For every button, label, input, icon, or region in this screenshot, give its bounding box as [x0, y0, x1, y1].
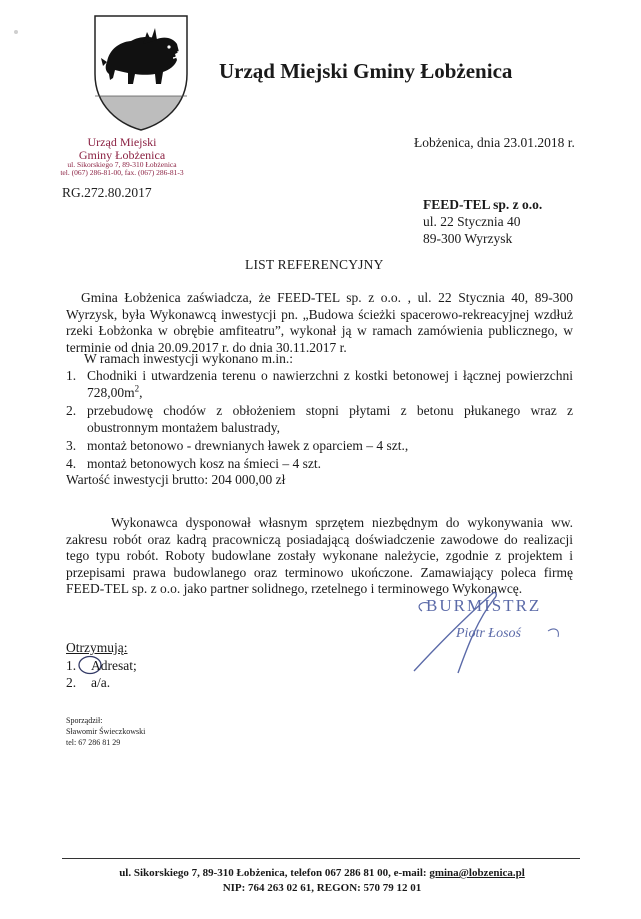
stamp-line-3: ul. Sikorskiego 7, 89-310 Łobżenica — [67, 160, 177, 170]
list-number: 1. — [66, 658, 77, 673]
boar-shield-icon — [93, 14, 189, 132]
recommendation-paragraph: Wykonawca dysponował własnym sprzętem niezbędnym do wykonywania ww. zakresu robót oraz kadrą pracowniczą posiadającą doświadczenie zawodowe do realizacji tego typu robót. Roboty budowlane zostały wykonane należycie, zgodnie z projektem i przepisami prawa budowlanego oraz terminowo ukończone. Zamawiający poleca firmę FEED-TEL sp. z o.o. jako partner solidnego, rzetelnego i terminowego Wykonawcę. — [66, 515, 573, 596]
footer-address-line — [62, 866, 582, 881]
footer-email-link[interactable]: gmina@lobzenica.pl — [429, 867, 525, 879]
recipients-label: Otrzymują: — [66, 640, 128, 655]
recipient-address — [423, 196, 542, 247]
footer — [62, 866, 582, 896]
list-item — [66, 367, 573, 401]
list-text: a/a. — [91, 675, 111, 690]
prepared-by — [66, 715, 145, 748]
recipient-name: FEED-TEL sp. z o.o. — [423, 197, 543, 212]
list-item — [66, 674, 137, 691]
intro-paragraph: Gmina Łobżenica zaświadcza, że FEED-TEL sp. z o.o. , ul. 22 Stycznia 40, 89-300 Wyrzysk, była Wykonawcą inwestycji pn. „Budowa ścieżki spacerowo-rekreacyjnej wzdłuż rzeki Łobżonka w obrębie amfiteatru”, wykonał ją w ramach zamówienia publicznego, w terminie od dnia 20.09.2017 r. do dnia 30.11.2017 r. — [66, 290, 573, 355]
scope-intro: W ramach inwestycji wykonano m.in.: — [84, 351, 293, 366]
list-number: 1. — [66, 368, 77, 383]
list-tail: , — [139, 385, 143, 400]
list-number: 4. — [66, 456, 77, 471]
signature-title: BURMISTRZ — [426, 596, 542, 615]
list-number: 2. — [66, 675, 77, 690]
reference-number: RG.272.80.2017 — [62, 185, 152, 200]
investment-value: Wartość inwestycji brutto: 204 000,00 zł — [66, 472, 286, 487]
office-stamp — [27, 136, 217, 177]
prepared-name: Sławomir Świeczkowski — [66, 727, 146, 736]
prepared-label: Sporządził: — [66, 716, 103, 725]
list-item — [66, 402, 573, 436]
list-text: Chodniki i utwardzenia terenu o nawierzchni z kostki betonowej i łącznej powierzchni 728,00m — [87, 368, 573, 400]
footer-address: ul. Sikorskiego 7, 89-310 Łobżenica, telefon 067 286 81 00, e-mail: — [119, 867, 430, 879]
list-text: Adresat; — [91, 658, 137, 673]
document-title: LIST REFERENCYJNY — [245, 257, 384, 272]
stamp-line-2: Gminy Łobżenica — [78, 147, 166, 162]
superscript: 2 — [134, 383, 140, 394]
recipients-list — [66, 657, 137, 691]
footer-divider — [62, 858, 580, 859]
list-text: przebudowę chodów z obłożeniem stopni płytami z betonu płukanego wraz z obustronnym montażem balustrady, — [87, 403, 573, 435]
list-item — [66, 657, 137, 674]
office-title: Urząd Miejski Gminy Łobżenica — [219, 59, 513, 83]
recipient-city: 89-300 Wyrzysk — [423, 231, 513, 246]
recipient-street: ul. 22 Stycznia 40 — [423, 214, 521, 229]
list-number: 3. — [66, 438, 77, 453]
prepared-phone: tel: 67 286 81 29 — [66, 738, 121, 747]
mayor-signature — [398, 585, 588, 680]
stamp-line-1: Urząd Miejski — [87, 135, 157, 149]
footer-ids: NIP: 764 263 02 61, REGON: 570 79 12 01 — [222, 882, 422, 894]
list-text: montaż betonowych kosz na śmieci – 4 szt. — [87, 456, 321, 471]
place-date: Łobżenica, dnia 23.01.2018 r. — [414, 135, 575, 150]
list-number: 2. — [66, 403, 77, 418]
list-text: montaż betonowo - drewnianych ławek z oparciem – 4 szt., — [87, 438, 409, 453]
signature-name: Piotr Łosoś — [456, 626, 521, 641]
works-list — [66, 367, 573, 473]
stamp-line-4: tel. (067) 286-81-00, fax. (067) 286-81-3 — [60, 168, 184, 178]
scan-speck — [14, 30, 18, 34]
list-item — [66, 437, 573, 454]
list-item — [66, 455, 573, 472]
